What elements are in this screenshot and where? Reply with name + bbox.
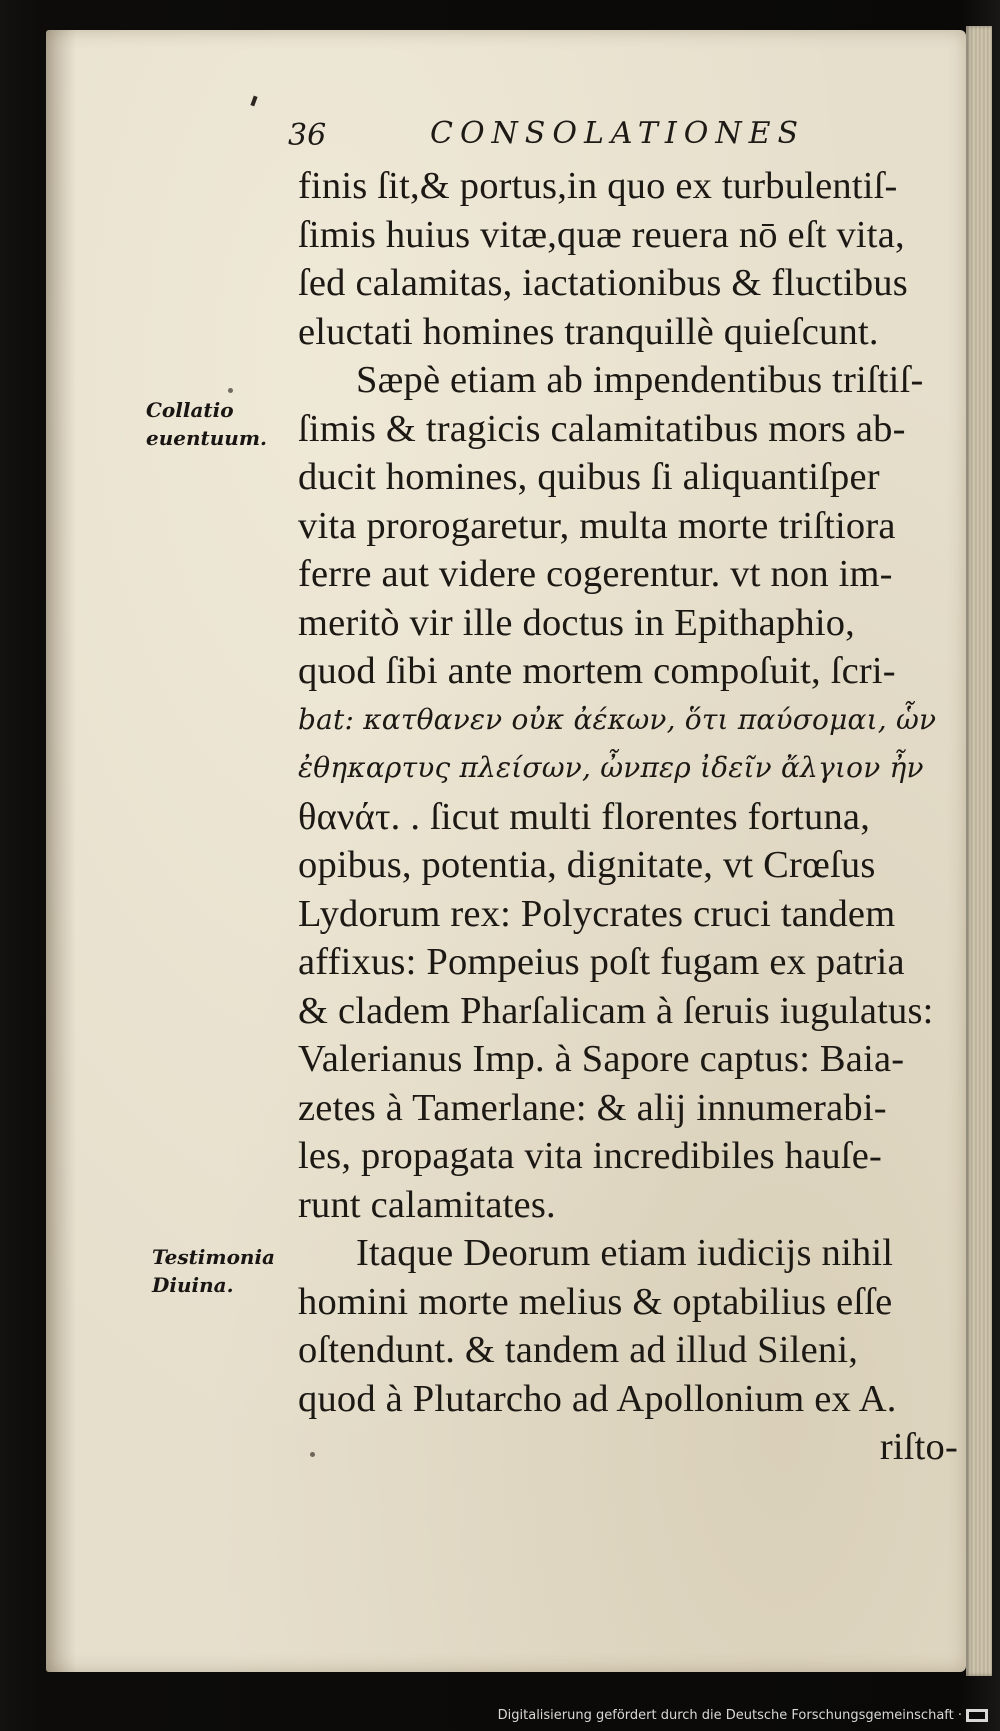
- digitization-credit: [498, 1708, 988, 1723]
- running-title: CONSOLATIONES: [430, 116, 806, 151]
- text-line: affixus: Pompeius poſt fugam ex patria: [298, 941, 905, 983]
- margin-note-line: Testimonia: [152, 1245, 276, 1269]
- page-number: 36: [288, 118, 327, 153]
- text-line: quod à Plutarcho ad Apollonium ex A.: [298, 1377, 897, 1420]
- text-line: ſed calamitas, iactationibus & fluctibus: [298, 262, 908, 304]
- page-edge: [966, 26, 992, 1676]
- margin-note-testimonia: [152, 1243, 275, 1299]
- text-line: zetes à Tamerlane: & alij innumerabi-: [298, 1086, 887, 1129]
- margin-note-line: Collatio: [146, 398, 234, 422]
- text-line: les, propagata vita incredibiles hauſe-: [298, 1135, 883, 1177]
- text-line: finis ſit,& portus,in quo ex turbulentiſ-: [298, 165, 898, 207]
- text-line: opibus, potentia, dignitate, vt Crœſus: [298, 844, 876, 886]
- text-line: ſimis & tragicis calamitatibus mors ab-: [298, 407, 906, 450]
- text-line: ducit homines, quibus ſi aliquantiſper: [298, 456, 880, 498]
- text-line: vita prorogaretur, multa morte triſtiora: [298, 504, 896, 547]
- dfg-logo: [966, 1709, 988, 1722]
- text-line: Valerianus Imp. à Sapore captus: Baia-: [298, 1038, 905, 1080]
- margin-note-collatio: [146, 396, 267, 452]
- body-text: [298, 162, 958, 1472]
- text-line: Lydorum rex: Polycrates cruci tandem: [298, 892, 896, 935]
- text-line: quod ſibi ante mortem compoſuit, ſcri-: [298, 650, 896, 692]
- spine-shadow: [46, 30, 76, 1672]
- text-line: homini morte melius & optabilius eſſe: [298, 1280, 893, 1323]
- greek-text-line: bat: κατθανεν οὐκ ἀέκων, ὅτι παύσομαι, ὧν: [298, 702, 937, 736]
- text-line: Itaque Deorum etiam iudicijs nihil: [356, 1232, 894, 1274]
- text-line: oſtendunt. & tandem ad illud Sileni,: [298, 1329, 859, 1371]
- text-line: ſimis huius vitæ,quæ reuera nō eſt vita,: [298, 213, 905, 256]
- ink-spot: [310, 1452, 315, 1457]
- greek-text-line: ἐθηκαρτυς πλείσων, ὦνπερ ἰδεῖν ἄλγιον ἦν: [298, 751, 924, 784]
- credit-text: Digitalisierung gefördert durch die Deutsche Forschungsgemeinschaft ·: [497, 1708, 962, 1723]
- text-line: meritò vir ille doctus in Epithaphio,: [298, 601, 856, 644]
- margin-note-line: Diuina.: [152, 1273, 234, 1297]
- ink-spot: [228, 388, 233, 393]
- text-line: eluctati homines tranquillè quieſcunt.: [298, 310, 879, 353]
- margin-note-line: euentuum.: [146, 426, 267, 450]
- text-line: & cladem Pharſalicam à ſeruis iugulatus:: [298, 989, 934, 1032]
- text-line: ferre aut videre cogerentur. vt non im-: [298, 553, 893, 595]
- text-line: Sæpè etiam ab impendentibus triſtiſ-: [356, 359, 924, 401]
- text-line: θανάτ. . ſicut multi florentes fortuna,: [298, 795, 871, 838]
- text-line: runt calamitates.: [298, 1183, 556, 1226]
- catchword: riſto-: [879, 1426, 958, 1468]
